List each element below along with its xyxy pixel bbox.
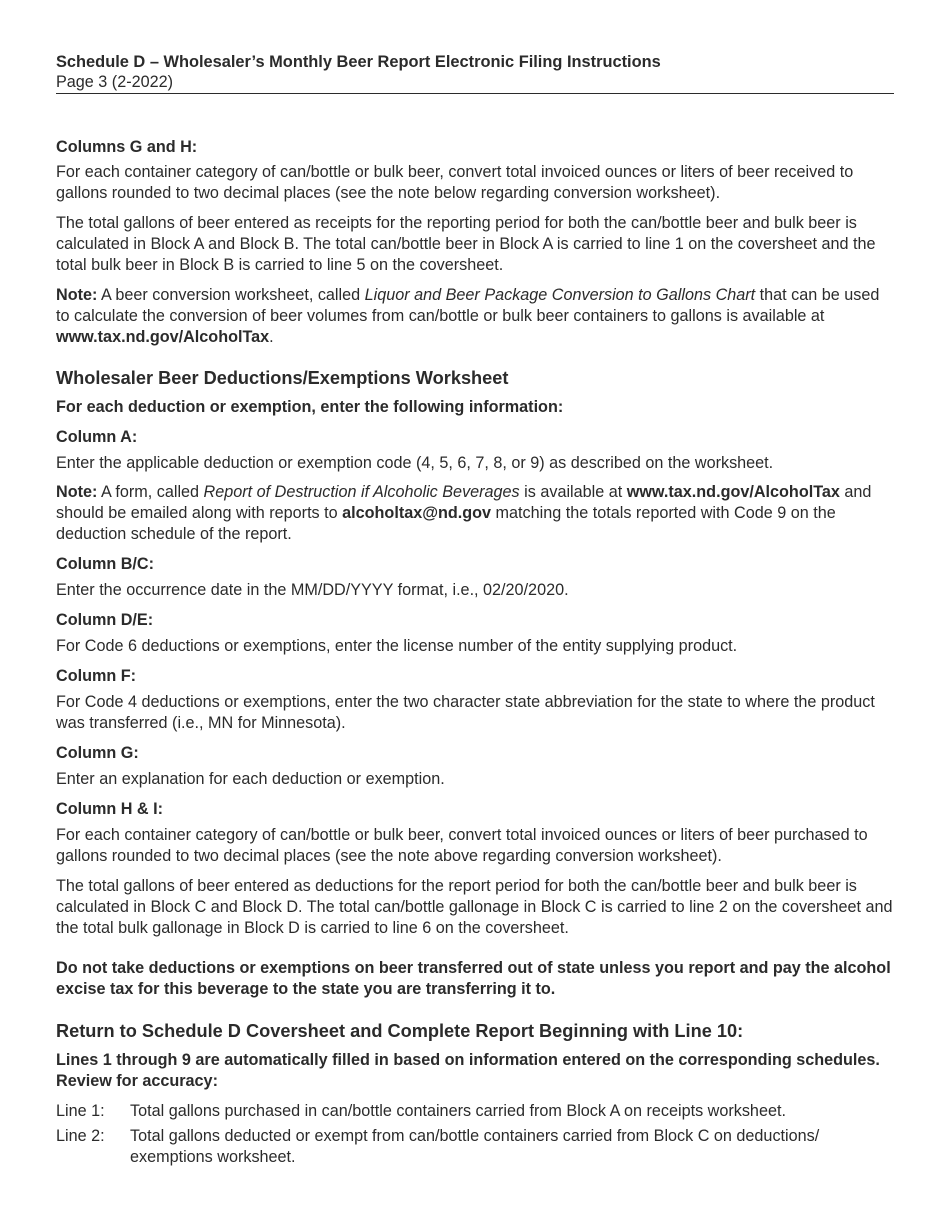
note-text-d: matching the totals reported with Code 9 on the deduction schedule of the report. — [56, 504, 836, 543]
column-hi-paragraph-2: The total gallons of beer entered as deductions for the report period for both the can/bottle beer and bulk beer is calculated in Block C and Block D. The total can/bottle gallonage in Block C is carried to line 2 on the coversheet and the total bulk gallonage in Block D is carried to line 6 on the coversheet. — [56, 877, 893, 937]
line-item-label: Line 1: — [56, 1102, 105, 1120]
line-item — [56, 1126, 894, 1168]
destruction-note — [56, 482, 894, 545]
header-title: Schedule D – Wholesaler’s Monthly Beer Report Electronic Filing Instructions — [56, 53, 661, 71]
note-text-a: A beer conversion worksheet, called — [97, 286, 365, 304]
column-g-text: Enter an explanation for each deduction or exemption. — [56, 770, 445, 788]
page-header — [56, 52, 894, 94]
note-label: Note: — [56, 286, 98, 304]
note-text-b: that can be used to calculate the conversion of beer volumes from can/bottle or bulk beer containers to gallons is available at — [56, 286, 880, 325]
conversion-chart-title: Liquor and Beer Package Conversion to Gallons Chart — [364, 286, 756, 304]
deductions-section — [56, 367, 894, 1000]
note-text-b: is available at — [519, 483, 627, 501]
line-item-text: Total gallons deducted or exempt from can/bottle containers carried from Block C on deductions/ exemptions worksheet. — [130, 1127, 820, 1166]
line-item-label: Line 2: — [56, 1127, 105, 1145]
columns-gh-note — [56, 285, 894, 348]
deductions-heading: Wholesaler Beer Deductions/Exemptions Worksheet — [56, 368, 509, 388]
column-de-text: For Code 6 deductions or exemptions, enter the license number of the entity supplying product. — [56, 637, 738, 655]
column-a-label: Column A: — [56, 428, 138, 446]
note-text-c: and should be emailed along with reports to — [56, 483, 872, 522]
note-text-a: A form, called — [97, 483, 204, 501]
column-bc-text: Enter the occurrence date in the MM/DD/YYYY format, i.e., 02/20/2020. — [56, 581, 569, 599]
document-page — [56, 52, 894, 1168]
destruction-report-title: Report of Destruction if Alcoholic Beverages — [203, 483, 520, 501]
alcohol-tax-link[interactable]: www.tax.nd.gov/AlcoholTax — [626, 483, 840, 501]
alcohol-tax-link[interactable]: www.tax.nd.gov/AlcoholTax — [56, 328, 270, 346]
columns-gh-section — [56, 137, 894, 348]
columns-gh-label: Columns G and H: — [56, 138, 198, 156]
column-hi-paragraph-1: For each container category of can/bottle or bulk beer, convert total invoiced ounces or liters of beer purchased to gallons rounded to two decimal places (see the note above regarding conversion worksheet). — [56, 826, 868, 865]
return-heading: Return to Schedule D Coversheet and Complete Report Beginning with Line 10: — [56, 1021, 744, 1041]
note-end: . — [269, 328, 274, 346]
deductions-intro: For each deduction or exemption, enter the following information: — [56, 398, 564, 416]
column-hi-label: Column H & I: — [56, 800, 164, 818]
column-g-label: Column G: — [56, 744, 139, 762]
column-de-label: Column D/E: — [56, 611, 154, 629]
columns-gh-paragraph-2: The total gallons of beer entered as receipts for the reporting period for both the can/bottle beer and bulk beer is calculated in Block A and Block B. The total can/bottle beer in Block A is carried to line 1 on the coversheet and the total bulk beer in Block B is carried to line 5 on the coversheet. — [56, 214, 876, 274]
columns-gh-paragraph-1: For each container category of can/bottle or bulk beer, convert total invoiced ounces or liters of beer received to gallons rounded to two decimal places (see the note below regarding conversion worksheet). — [56, 163, 854, 202]
column-a-text: Enter the applicable deduction or exemption code (4, 5, 6, 7, 8, or 9) as described on the worksheet. — [56, 454, 774, 472]
line-item — [56, 1101, 894, 1122]
header-divider — [56, 93, 894, 94]
transfer-warning: Do not take deductions or exemptions on beer transferred out of state unless you report and pay the alcohol excise tax for this beverage to the state you are transferring it to. — [56, 959, 891, 998]
return-intro: Lines 1 through 9 are automatically filled in based on information entered on the corresponding schedules. Review for accuracy: — [56, 1051, 880, 1090]
alcohol-tax-email-link[interactable]: alcoholtax@nd.gov — [342, 504, 492, 522]
column-f-text: For Code 4 deductions or exemptions, enter the two character state abbreviation for the state to where the product was transferred (i.e., MN for Minnesota). — [56, 693, 875, 732]
return-section — [56, 1020, 894, 1168]
column-bc-label: Column B/C: — [56, 555, 155, 573]
header-page-number: Page 3 (2-2022) — [56, 73, 173, 91]
line-item-text: Total gallons purchased in can/bottle containers carried from Block A on receipts worksheet. — [130, 1102, 786, 1120]
note-label: Note: — [56, 483, 98, 501]
column-f-label: Column F: — [56, 667, 137, 685]
